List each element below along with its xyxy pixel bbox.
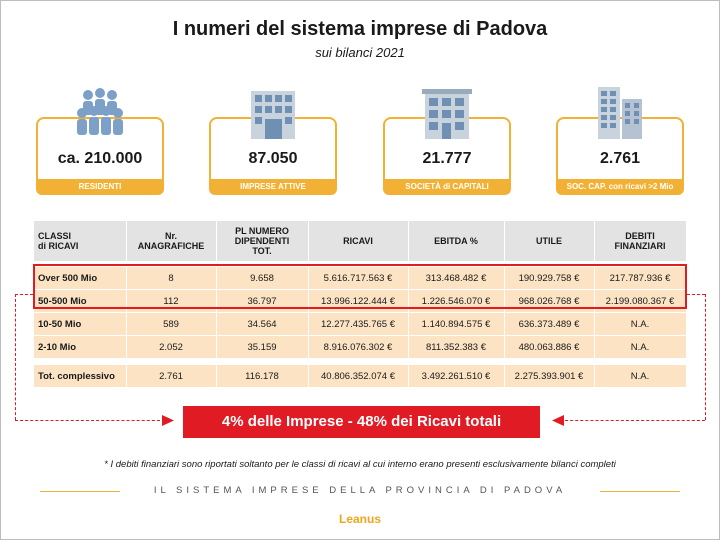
leanus-logo: Leanus — [338, 512, 381, 526]
card-soc-cap-ricavi — [556, 117, 684, 195]
card-residenti — [36, 117, 164, 195]
card-label: SOCIETÀ di CAPITALI — [383, 179, 511, 195]
header-utile: UTILE — [504, 221, 594, 261]
table-header-row — [34, 221, 686, 261]
footnote: * I debiti finanziari sono riportati soltanto per le classi di ricavi al cui interno erano presenti esclusivamente bilanci completi — [104, 459, 616, 470]
left-connector-vertical — [15, 294, 16, 420]
right-connector-top — [687, 294, 705, 295]
left-connector-top — [15, 294, 33, 295]
header-ebitda: EBITDA % — [408, 221, 504, 261]
header-ricavi: RICAVI — [308, 221, 408, 261]
building-icon — [245, 85, 301, 146]
card-value: 87.050 — [248, 150, 298, 167]
card-imprese-attive — [209, 117, 337, 195]
footer-text: IL SISTEMA IMPRESE DELLA PROVINCIA DI PADOVA — [153, 485, 567, 496]
card-value: ca. 210.000 — [57, 150, 143, 167]
table-row: 10-50 Mio 589 34.564 12.277.435.765 € 1.140.894.575 € 636.373.489 € N.A. — [34, 313, 686, 336]
table-row: 50-500 Mio 112 36.797 13.996.122.444 € 1.226.546.070 € 968.026.768 € 2.199.080.367 € — [34, 290, 686, 313]
card-label: IMPRESE ATTIVE — [209, 179, 337, 195]
page-title: I numeri del sistema imprese di Padova — [172, 18, 548, 40]
right-connector-bottom — [560, 420, 705, 421]
card-label: RESIDENTI — [36, 179, 164, 195]
header-classi: CLASSI di RICAVI — [34, 221, 126, 261]
table-total-row: Tot. complessivo 2.761 116.178 40.806.352.074 € 3.492.261.510 € 2.275.393.901 € N.A. — [34, 365, 686, 388]
card-value: 21.777 — [422, 150, 472, 167]
card-societa-capitali — [383, 117, 511, 195]
header-dipendenti: PL NUMERO DIPENDENTI TOT. — [216, 221, 308, 261]
card-label: SOC. CAP. con ricavi >2 Mio — [556, 179, 684, 195]
tall-buildings-icon — [592, 85, 648, 146]
page-subtitle: sui bilanci 2021 — [315, 45, 405, 60]
header-debiti: DEBITI FINANZIARI — [594, 221, 686, 261]
header-anagrafiche: Nr. ANAGRAFICHE — [126, 221, 216, 261]
left-connector-bottom — [15, 420, 165, 421]
people-icon — [72, 85, 128, 146]
arrow-left-icon — [552, 415, 564, 426]
office-building-icon — [419, 85, 475, 146]
summary-banner: 4% delle Imprese - 48% dei Ricavi totali — [183, 406, 540, 438]
table-row: 2-10 Mio 2.052 35.159 8.916.076.302 € 811.352.383 € 480.063.886 € N.A. — [34, 336, 686, 359]
table-row: Over 500 Mio 8 9.658 5.616.717.563 € 313.468.482 € 190.929.758 € 217.787.936 € — [34, 267, 686, 290]
right-connector-vertical — [705, 294, 706, 420]
card-value: 2.761 — [599, 150, 641, 167]
highlight-box — [33, 264, 687, 309]
arrow-right-icon — [162, 415, 174, 426]
